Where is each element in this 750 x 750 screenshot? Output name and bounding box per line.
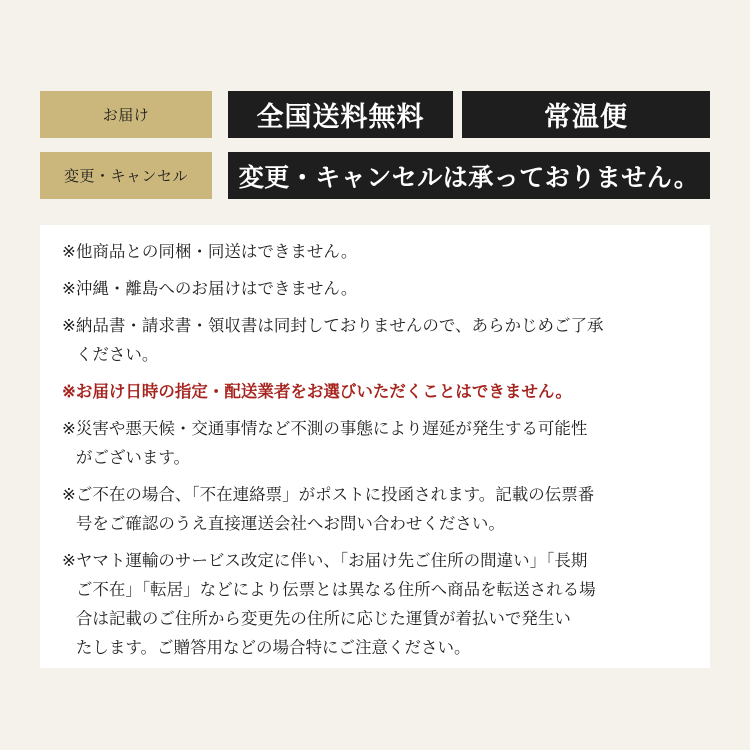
note-item [62,480,688,538]
note-mark: ※ [62,279,76,298]
note-mark: ※ [62,316,76,335]
note-text: ご不在の場合、「不在連絡票」がポストに投函されます。記載の伝票番 号をご確認のうえ直接運送会社へお問い合わせください。 [75,485,595,533]
change-cancel-label: 変更・キャンセル [40,152,212,199]
note-item [62,414,688,472]
note-text: お届け日時の指定・配送業者をお選びいただくことはできません。 [75,382,572,401]
note-mark: ※ [62,419,76,438]
room-temperature-badge: 常温便 [462,91,710,138]
note-text: 沖縄・離島へのお届けはできません。 [75,279,358,298]
free-shipping-badge: 全国送料無料 [228,91,453,138]
notes-panel [40,225,710,668]
change-cancel-row [40,152,710,199]
note-item [62,274,688,303]
note-mark: ※ [62,485,76,504]
note-text: 他商品との同梱・同送はできません。 [75,242,358,261]
delivery-label: お届け [40,91,212,138]
note-mark: ※ [62,382,76,401]
note-item [62,311,688,369]
note-mark: ※ [62,551,76,570]
note-text: ヤマト運輸のサービス改定に伴い、「お届け先ご住所の間違い」「長期 ご不在」「転居」などにより伝票とは異なる住所へ商品を転送される場 合は記載のご住所から変更先の住所に応じた運賃が着払いで発生い たします。ご贈答用などの場合特にご注意ください。 [75,551,596,657]
note-item-highlight [62,377,688,406]
note-text: 災害や悪天候・交通事情など不測の事態により遅延が発生する可能性 がございます。 [75,419,588,467]
note-item [62,237,688,266]
delivery-row [40,91,710,138]
note-mark: ※ [62,242,76,261]
change-cancel-notice: 変更・キャンセルは承っておりません。 [228,152,710,199]
note-text: 納品書・請求書・領収書は同封しておりませんので、あらかじめご了承 ください。 [75,316,604,364]
note-item [62,546,688,662]
